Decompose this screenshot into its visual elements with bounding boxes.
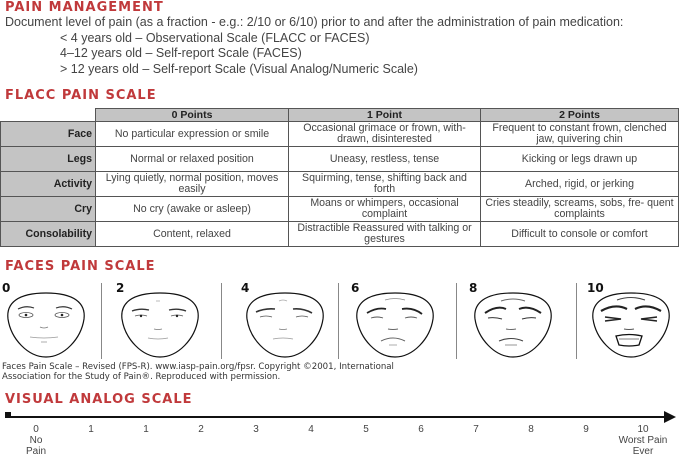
faces-credit-line-1: Faces Pain Scale – Revised (FPS-R). www.iasp-pain.org/fpsr. Copyright ©2001, International [2,362,394,372]
flacc-category-face: Face [1,122,96,147]
flacc-cell: Cries steadily, screams, sobs, fre- quent complaints [481,197,679,222]
face-10 [587,281,679,361]
table-row [1,172,679,197]
vas-tick-3: 2 [198,424,204,435]
vas-tick-4: 3 [253,424,259,435]
vas-start-label: Pain [25,446,46,457]
flacc-cell: Distractible Reassured with talking or gestures [289,222,481,247]
face-level-label: 10 [587,281,604,295]
vas-arrow-icon [664,411,676,423]
face-no-hurt-icon [4,289,88,361]
pain-management-intro [5,15,623,77]
vas-tick-1: 1 [88,424,94,435]
flacc-cell: Arched, rigid, or jerking [481,172,679,197]
vas-tick-6: 5 [363,424,369,435]
flacc-cell: Uneasy, restless, tense [289,147,481,172]
face-level-label: 2 [116,281,125,295]
flacc-cell: Lying quietly, normal position, moves easily [96,172,289,197]
face-divider [338,283,339,359]
flacc-cell: Normal or relaxed position [96,147,289,172]
vas-tick-11 [613,424,673,457]
vas-start-label: No [29,435,43,446]
flacc-cell: Frequent to constant frown, clenched jaw, quivering chin [481,122,679,147]
face-4 [241,281,341,361]
flacc-cell: Squirming, tense, shifting back and forth [289,172,481,197]
flacc-category-activity: Activity [1,172,96,197]
flacc-cell: Kicking or legs drawn up [481,147,679,172]
face-level-label: 0 [2,281,11,295]
table-row [1,222,679,247]
face-6 [351,281,451,361]
flacc-category-cry: Cry [1,197,96,222]
face-level-label: 8 [469,281,478,295]
face-hurts-even-more-icon [353,289,437,361]
flacc-col-1-point: 1 Point [289,109,481,122]
flacc-title: FLACC PAIN SCALE [5,88,157,103]
face-divider [456,283,457,359]
flacc-category-consolability: Consolability [1,222,96,247]
flacc-header-blank [1,109,96,122]
faces-credit [2,362,394,382]
vas-end-label: Worst Pain [618,435,668,446]
flacc-cell: Content, relaxed [96,222,289,247]
faces-credit-line-2: Association for the Study of Pain®. Reproduced with permission. [2,372,281,382]
vas-tick-label: 10 [637,424,649,435]
intro-text: Document level of pain (as a fraction - e.g.: 2/10 or 6/10) prior to and after the administration of pain medication: [5,15,624,29]
face-hurts-little-icon [118,289,202,361]
face-8 [469,281,569,361]
flacc-cell: No particular expression or smile [96,122,289,147]
flacc-cell: Moans or whimpers, occasional complaint [289,197,481,222]
faces-row [0,281,679,361]
vas-tick-label: 0 [33,424,39,435]
faces-title: FACES PAIN SCALE [5,259,156,274]
vas-tick-2: 1 [143,424,149,435]
vas-line [9,416,667,418]
vas-tick-0 [6,424,66,457]
age-guideline-under-4: < 4 years old – Observational Scale (FLACC or FACES) [60,30,370,45]
age-guideline-over-12: > 12 years old – Self-report Scale (Visual Analog/Numeric Scale) [60,61,418,76]
vas-tick-10: 9 [583,424,589,435]
flacc-col-0-points: 0 Points [96,109,289,122]
table-row [1,122,679,147]
vas-tick-8: 7 [473,424,479,435]
face-hurts-worst-icon [589,289,673,361]
face-divider [101,283,102,359]
flacc-cell: Difficult to console or comfort [481,222,679,247]
flacc-header-row [1,109,679,122]
face-level-label: 6 [351,281,360,295]
flacc-cell: No cry (awake or asleep) [96,197,289,222]
face-0 [2,281,98,361]
vas-title: VISUAL ANALOG SCALE [5,392,193,407]
age-guideline-4-12: 4–12 years old – Self-report Scale (FACES) [60,46,302,60]
flacc-col-2-points: 2 Points [481,109,679,122]
face-hurts-more-icon [243,289,327,361]
face-divider [221,283,222,359]
vas-tick-9: 8 [528,424,534,435]
flacc-cell: Occasional grimace or frown, with- drawn, disinterested [289,122,481,147]
vas-end-label: Ever [632,446,654,457]
vas-tick-7: 6 [418,424,424,435]
flacc-table [0,108,679,247]
table-row [1,147,679,172]
face-hurts-whole-lot-icon [471,289,555,361]
face-2 [116,281,216,361]
face-divider [576,283,577,359]
face-level-label: 4 [241,281,250,295]
vas-tick-5: 4 [308,424,314,435]
table-row [1,197,679,222]
flacc-category-legs: Legs [1,147,96,172]
pain-management-title: PAIN MANAGEMENT [5,0,164,15]
